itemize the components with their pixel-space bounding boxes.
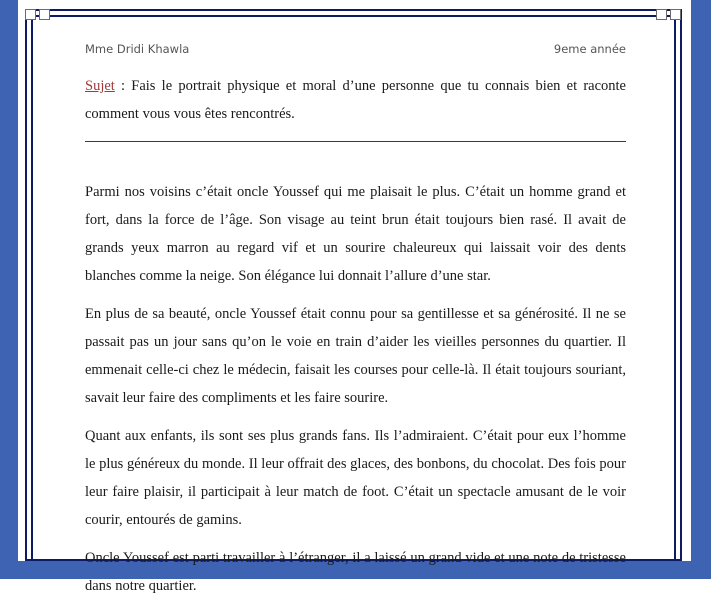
selection-handle-top-right[interactable] [656, 9, 667, 20]
subject-block [85, 72, 626, 129]
page-background-top [0, 0, 711, 8]
subject-text: Fais le portrait physique et moral d’une personne que tu connais bien et raconte comment vous vous êtes rencontrés. [85, 78, 626, 123]
subject-label: Sujet [85, 78, 115, 94]
selection-handle-top-left[interactable] [25, 9, 36, 20]
horizontal-rule [85, 141, 626, 142]
paragraph: Quant aux enfants, ils sont ses plus grands fans. Ils l’admiraient. C’était pour eux l’homme le plus généreux du monde. Il leur offrait des glaces, des bonbons, du chocolat. Des fois pour leur faire plaisir, il participait à leur match de foot. C’était un spectacle amusant de le voir courir, entourés de gamins. [85, 427, 626, 529]
document-header [85, 42, 626, 60]
paragraph: Oncle Youssef est parti travailler à l’étranger, il a laissé un grand vide et une note de tristesse dans notre quartier. [85, 549, 626, 594]
teacher-name: Mme Dridi Khawla [85, 42, 190, 56]
paragraph: Parmi nos voisins c’était oncle Youssef qui me plaisait le plus. C’était un homme grand et fort, dans la force de l’âge. Son visage au teint brun était toujours bien rasé. Il avait de grands yeux marron au regard vif et un sourire chaleureux qui laissait voir des dents blanches comme la neige. Son élégance lui donnait l’allure d’une star. [85, 183, 626, 285]
page-background-left [0, 0, 18, 579]
grade-level: 9eme année [553, 42, 626, 56]
subject-separator: : [114, 78, 126, 94]
document-content [40, 24, 668, 594]
selection-handle-top-left-secondary[interactable] [39, 9, 50, 20]
paragraph: En plus de sa beauté, oncle Youssef était connu pour sa gentillesse et sa générosité. Il ne se passait pas un jour sans qu’on le voie en train d’aider les vieilles personnes du quartier. Il emmenait celle-ci chez le médecin, faisait les courses pour celle-là. Il était toujours souriant, savait leur faire des compliments et les faire sourire. [85, 305, 626, 407]
selection-handle-top-right-secondary[interactable] [670, 9, 681, 20]
essay-body [85, 178, 626, 600]
page-background-right [691, 0, 711, 579]
